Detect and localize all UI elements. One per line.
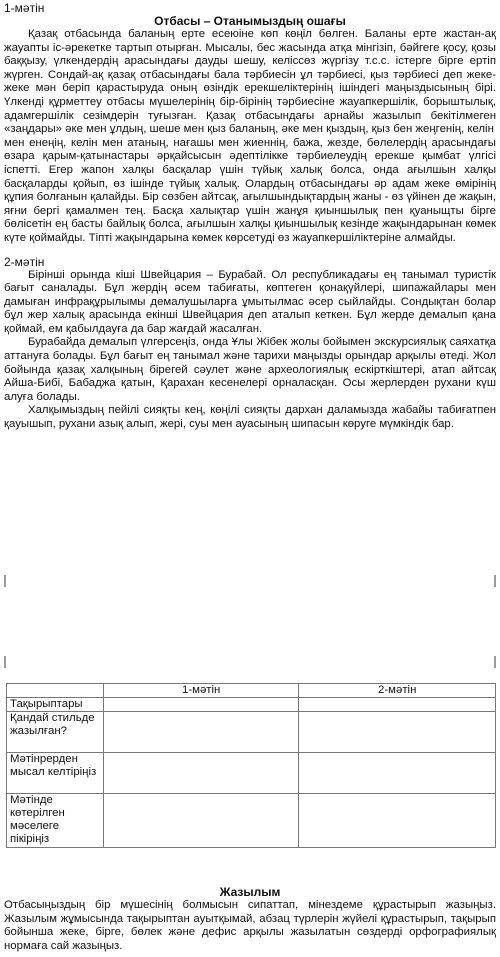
answer-cell-text1[interactable] — [103, 712, 299, 753]
text1-paragraph-2: мен енеңің, келін мен атаның, нағашы мен жиеннің, бажа, жезде, бөлелердің арасындағы өзара қарым-қатынастары әрқайсысын әдептілікке тәрбиелеудің ерекше қымбат үлгісі іспетті. Егер жапон халқы басқалар үшін түйық халық болса, онда ағылшын халқы басқаларды қойып, өз ішінде түйық халық. Олардың отбасындағы әр адам жеке өмірінің құпия болғанын қалайды. Бір сөзбен айтсақ, ағылшындықтардың жаны - өз үйінен де жақын, яғни бергі қамалмен тең. Басқа халықтар үшін жанұя қиыншылық пен қуаныщты бірге бөлісетін ең басты байлық болса, ағылшын халқы қиыншылық кезінде жақындарынан көмек күте қоймайды. Тіпті жақындарына көмек көрсетуді өз жауапкершіліктеріне алмайды. — [4, 136, 496, 244]
text1-label: 1-мәтін — [4, 1, 45, 15]
text2-label: 2-мәтін — [4, 254, 45, 269]
answer-cell-text2[interactable] — [299, 753, 496, 794]
answer-cell-text1[interactable] — [103, 794, 299, 848]
left-fold-mark — [4, 575, 6, 587]
table-row — [7, 794, 496, 848]
table-header-text2: 2-мәтін — [299, 684, 496, 698]
table-header-text1: 1-мәтін — [103, 684, 299, 698]
answer-cell-text1[interactable] — [103, 753, 299, 794]
writing-title: Жазылым — [219, 885, 281, 899]
text2-paragraph-2: Бурабайда демалып үлгерсеңіз, онда Ұлы Жібек жолы бойымен экскурсиялық саяхатқа аттануға болады. Бұл бағыт ең танымал және тарихи маңызды орындар арқылы өтеді. Жол бойында қазақ халқының бірегей сәулет және археологиялық ескірткіштері, атап айтсақ Айша-Бибі, Бабаджа қатын, Қарахан кесенелері орналасқан. Осы жерлерден рухани күш алуға болады. — [4, 336, 496, 403]
table-row — [7, 753, 496, 794]
table-row — [7, 698, 496, 712]
row-label-topics: Тақырыптары — [7, 698, 104, 712]
text2-paragraph-3: Халқымыздың пейілі сияқты кең, көңілі сияқты дархан даламызда жабайы табиғатпен қауышып, рухани азық алып, жері, суы мен ауасының шипасын көруге мүмкіндік бар. — [4, 404, 496, 431]
blank-area — [0, 572, 500, 682]
answer-cell-text2[interactable] — [299, 712, 496, 753]
answer-cell-text1[interactable] — [103, 698, 299, 712]
left-fold-mark-2 — [4, 656, 6, 668]
row-label-examples: Мәтінрерден мысал келтіріңіз — [7, 753, 104, 794]
right-fold-mark-2 — [494, 656, 496, 668]
row-label-style: Қандай стильде жазылған? — [7, 712, 104, 753]
comparison-table — [6, 683, 496, 848]
table-corner-cell — [7, 684, 104, 698]
answer-cell-text2[interactable] — [299, 698, 496, 712]
right-fold-mark — [494, 575, 496, 587]
writing-task — [0, 885, 500, 953]
row-label-opinion: Мәтінде көтерілген мәселеге пікіріңіз — [7, 794, 104, 848]
worksheet — [0, 0, 500, 432]
table-row — [7, 712, 496, 753]
writing-paragraph: Отбасыңыздың бір мүшесінің болмысын сипаттап, мінездеме құрастырып жазыңыз. Жазылым жұмысында тақырыптан ауытқымай, абзац түрлерін жүйелі құрастырып, тақырып бойынша жеке, бірге, бөлек және дефис арқылы жазылатын сөздерді орфографиялық нормаға сай жазыңыз. — [4, 899, 496, 952]
text2-paragraph-1: Бірінші орында кіші Швейцария – Бурабай. Ол республикадағы ең танымал туристік бағыт саналады. Бұл жердің әсем табиғаты, көптеген қонақүйлері, шипажайлары мен дамыған инфрақұрылымы демалушыларға ұмытылмас әсер сыйлайды. Сондықтан болар бұл жер халық арасында екінші Швейцария деп аталып кеткен. Бұл жерде демалып қана қоймай, ем қабылдауға да бар жағдай жасалған. — [4, 268, 496, 335]
answer-cell-text2[interactable] — [299, 794, 496, 848]
text1-title: Отбасы – Отанымыздың ошағы — [154, 14, 346, 28]
text1-paragraph-1: Қазақ отбасында баланың ерте есеюіне көп көңіл бөлген. Баланы ерте жастан-ақ жауапты іс-әрекетке тартып отырған. Мысалы, бес жасында атқа мінгізіп, бәйгеге қосу, қозы баққызу, үлкендердің арасындағы дауды шешу, келіссөз жүргізу т.с.с. істерге бірге ертіп жүрген. Сондай-ақ қазақ отбасындағы бала тәрбиесін ұл тәрбиесі, қыз тәрбиесі деп жеке-жеке мән беріп қарастыруда оның өзіндік ерекшеліктерінің ішіндегі маңыздысының бірі. Үлкенді құрметтеу отбасы мүшелерінің бір-бірінің тәрбиесіне жауапкершілік, борыштылық, адамгершілік сезімдерін туғызған. Қазақ отбасындағы арнайы жазылып бекітілмеген «заңдары» әке мен ұлдың, шеше мен қыз баланың, әке мен қыздың, қыз бен жеңгенің, келін — [4, 28, 496, 136]
table-header-row — [7, 684, 496, 698]
